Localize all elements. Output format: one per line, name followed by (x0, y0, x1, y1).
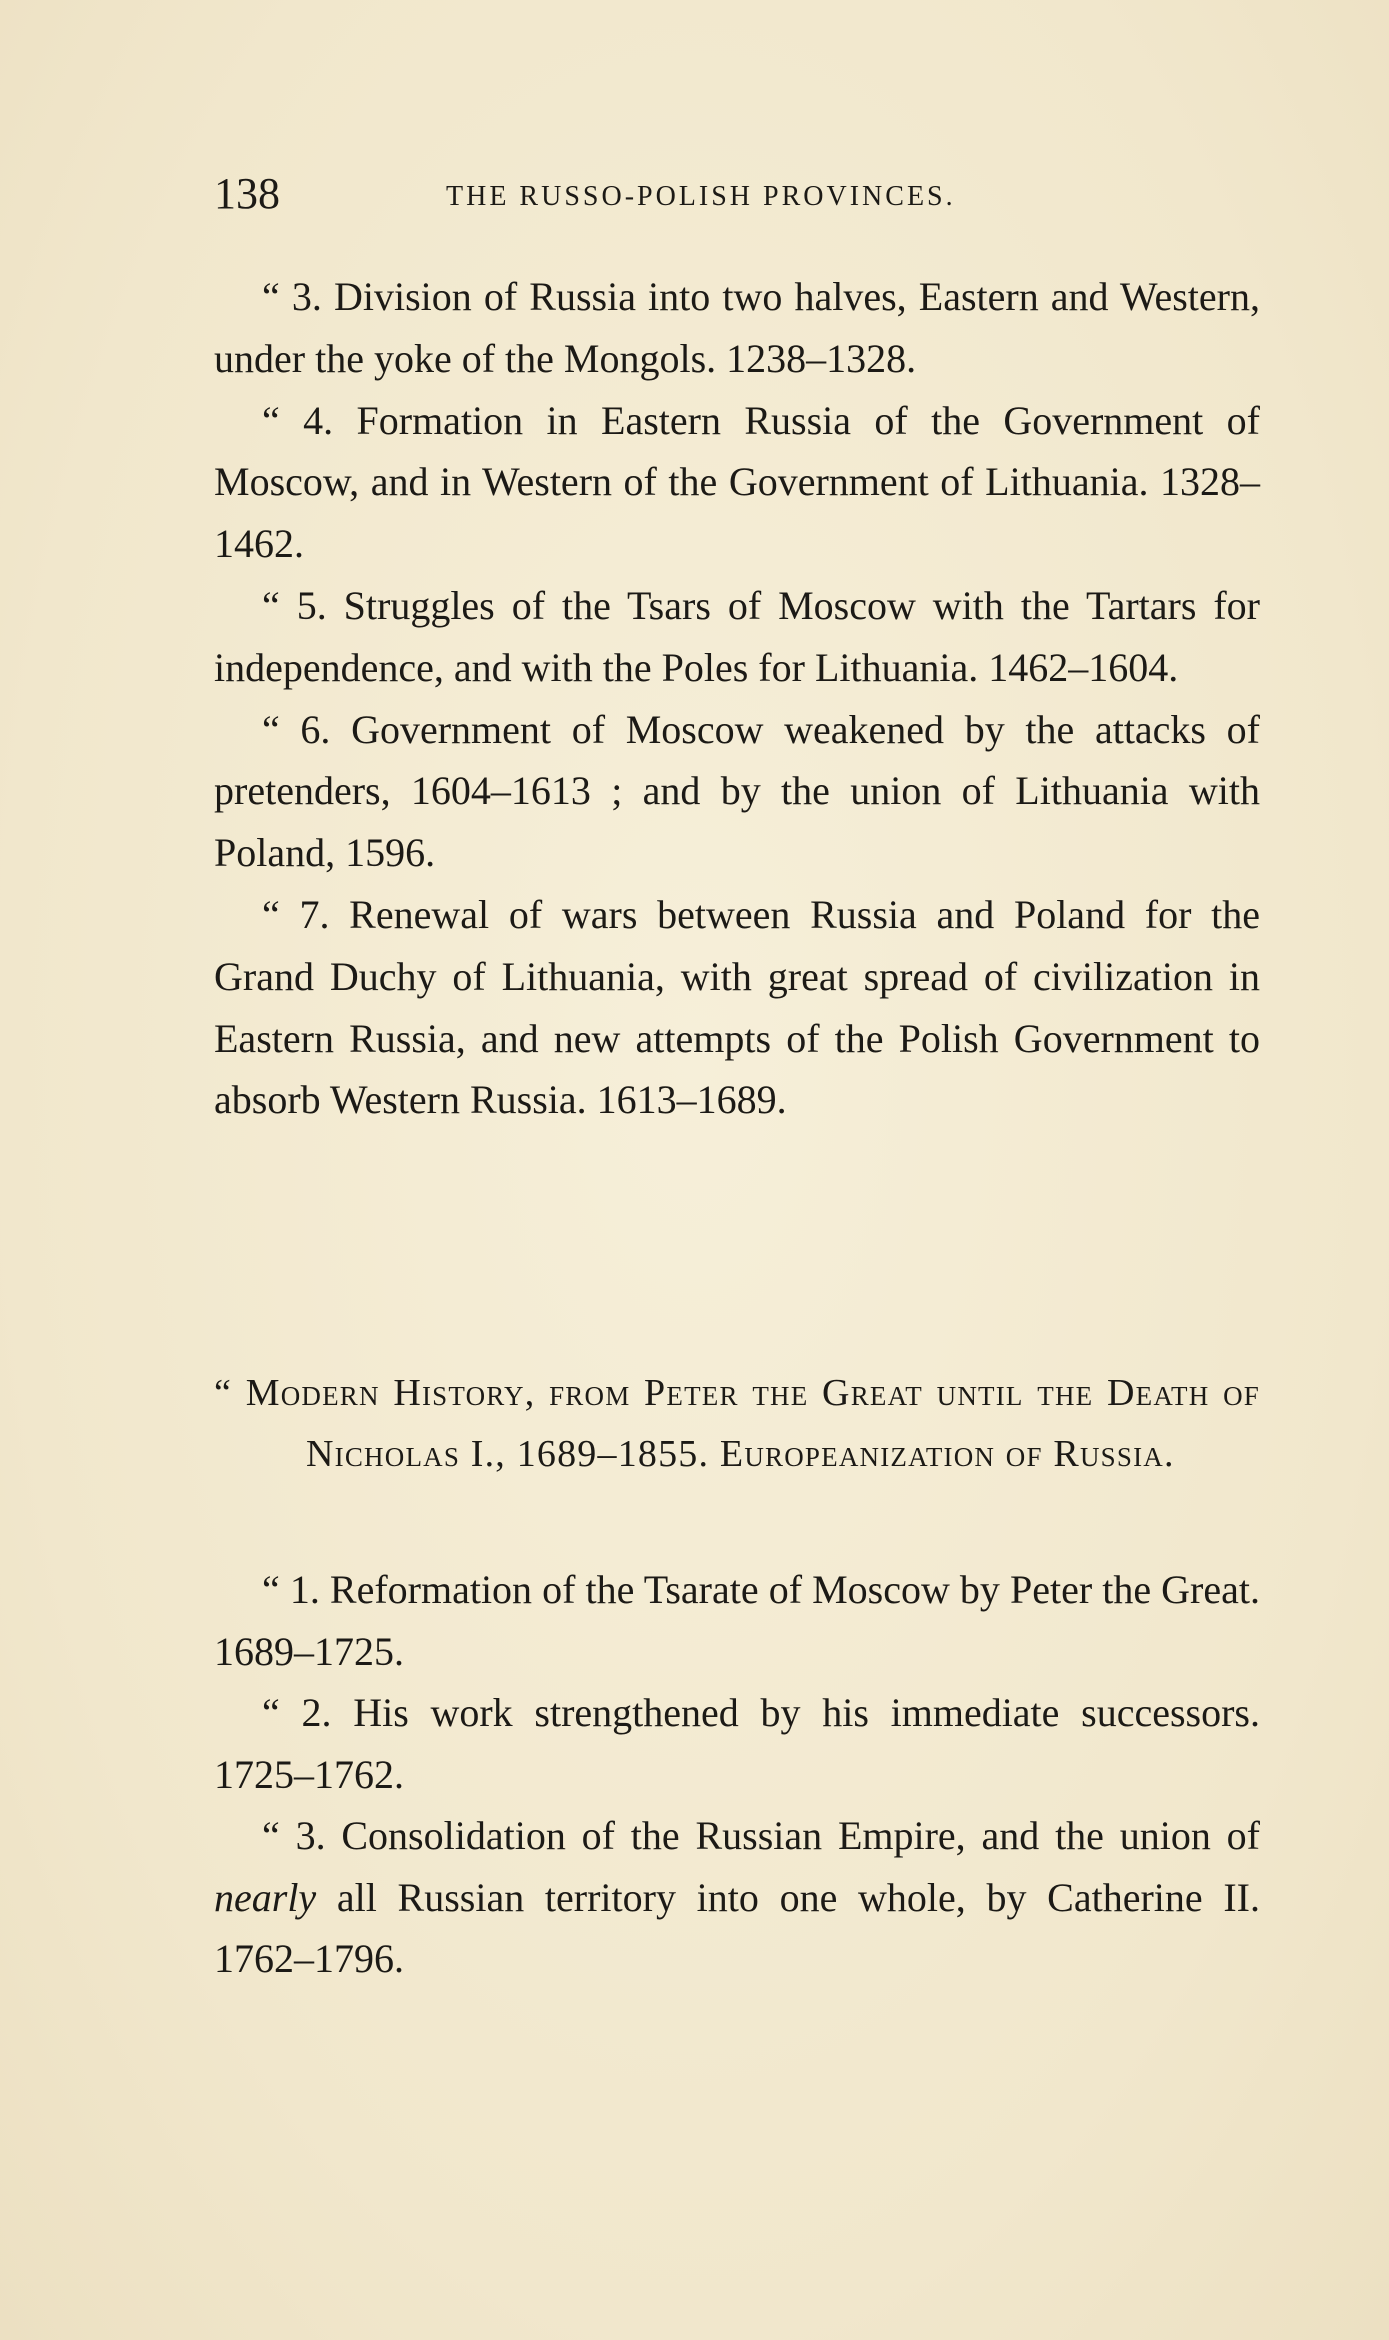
paragraph-3-text-start: “ 3. Consolidation of the Russian Empire, and the union of (262, 1813, 1260, 1858)
modern-history-heading: “ Modern History, from Peter the Great until the Death of Nicholas I., 1689–1855. Europeanization of Russia. (214, 1372, 1260, 1475)
nearly-emphasis: nearly (214, 1874, 317, 1920)
paragraph-3-text-end: all Russian territory into one whole, by Catherine II. 1762–1796. (214, 1874, 1260, 1981)
periods-list-part-two (214, 1559, 1260, 1990)
periods-list-part-one (214, 266, 1260, 1131)
page-header (214, 169, 1274, 218)
paragraph-2-successors: “ 2. His work strengthened by his immediate successors. 1725–1762. (214, 1690, 1260, 1797)
modern-history-heading-block (214, 1363, 1260, 1485)
paragraph-3-mongol-division: “ 3. Division of Russia into two halves, Eastern and Western, under the yoke of the Mongols. 1238–1328. (214, 274, 1260, 381)
paragraph-3-consolidation (214, 1805, 1260, 1990)
running-head: THE RUSSO-POLISH PROVINCES. (446, 181, 956, 212)
page-number: 138 (214, 169, 280, 218)
paragraph-1-reformation: “ 1. Reformation of the Tsarate of Moscow by Peter the Great. 1689–1725. (214, 1567, 1260, 1674)
paragraph-7-renewal-of-wars: “ 7. Renewal of wars between Russia and Poland for the Grand Duchy of Lithuania, with great spread of civilization in Eastern Russia, and new attempts of the Polish Government to absorb Western Russia. 1613–1689. (214, 891, 1260, 1123)
paragraph-4-moscow-lithuania: “ 4. Formation in Eastern Russia of the Government of Moscow, and in Western of the Government of Lithuania. 1328–1462. (214, 397, 1260, 567)
paragraph-5-tsars-struggles: “ 5. Struggles of the Tsars of Moscow with the Tartars for independence, and with the Poles for Lithuania. 1462–1604. (214, 582, 1260, 690)
paragraph-6-pretenders: “ 6. Government of Moscow weakened by the attacks of pretenders, 1604–1613 ; and by the union of Lithuania with Poland, 1596. (214, 706, 1260, 876)
